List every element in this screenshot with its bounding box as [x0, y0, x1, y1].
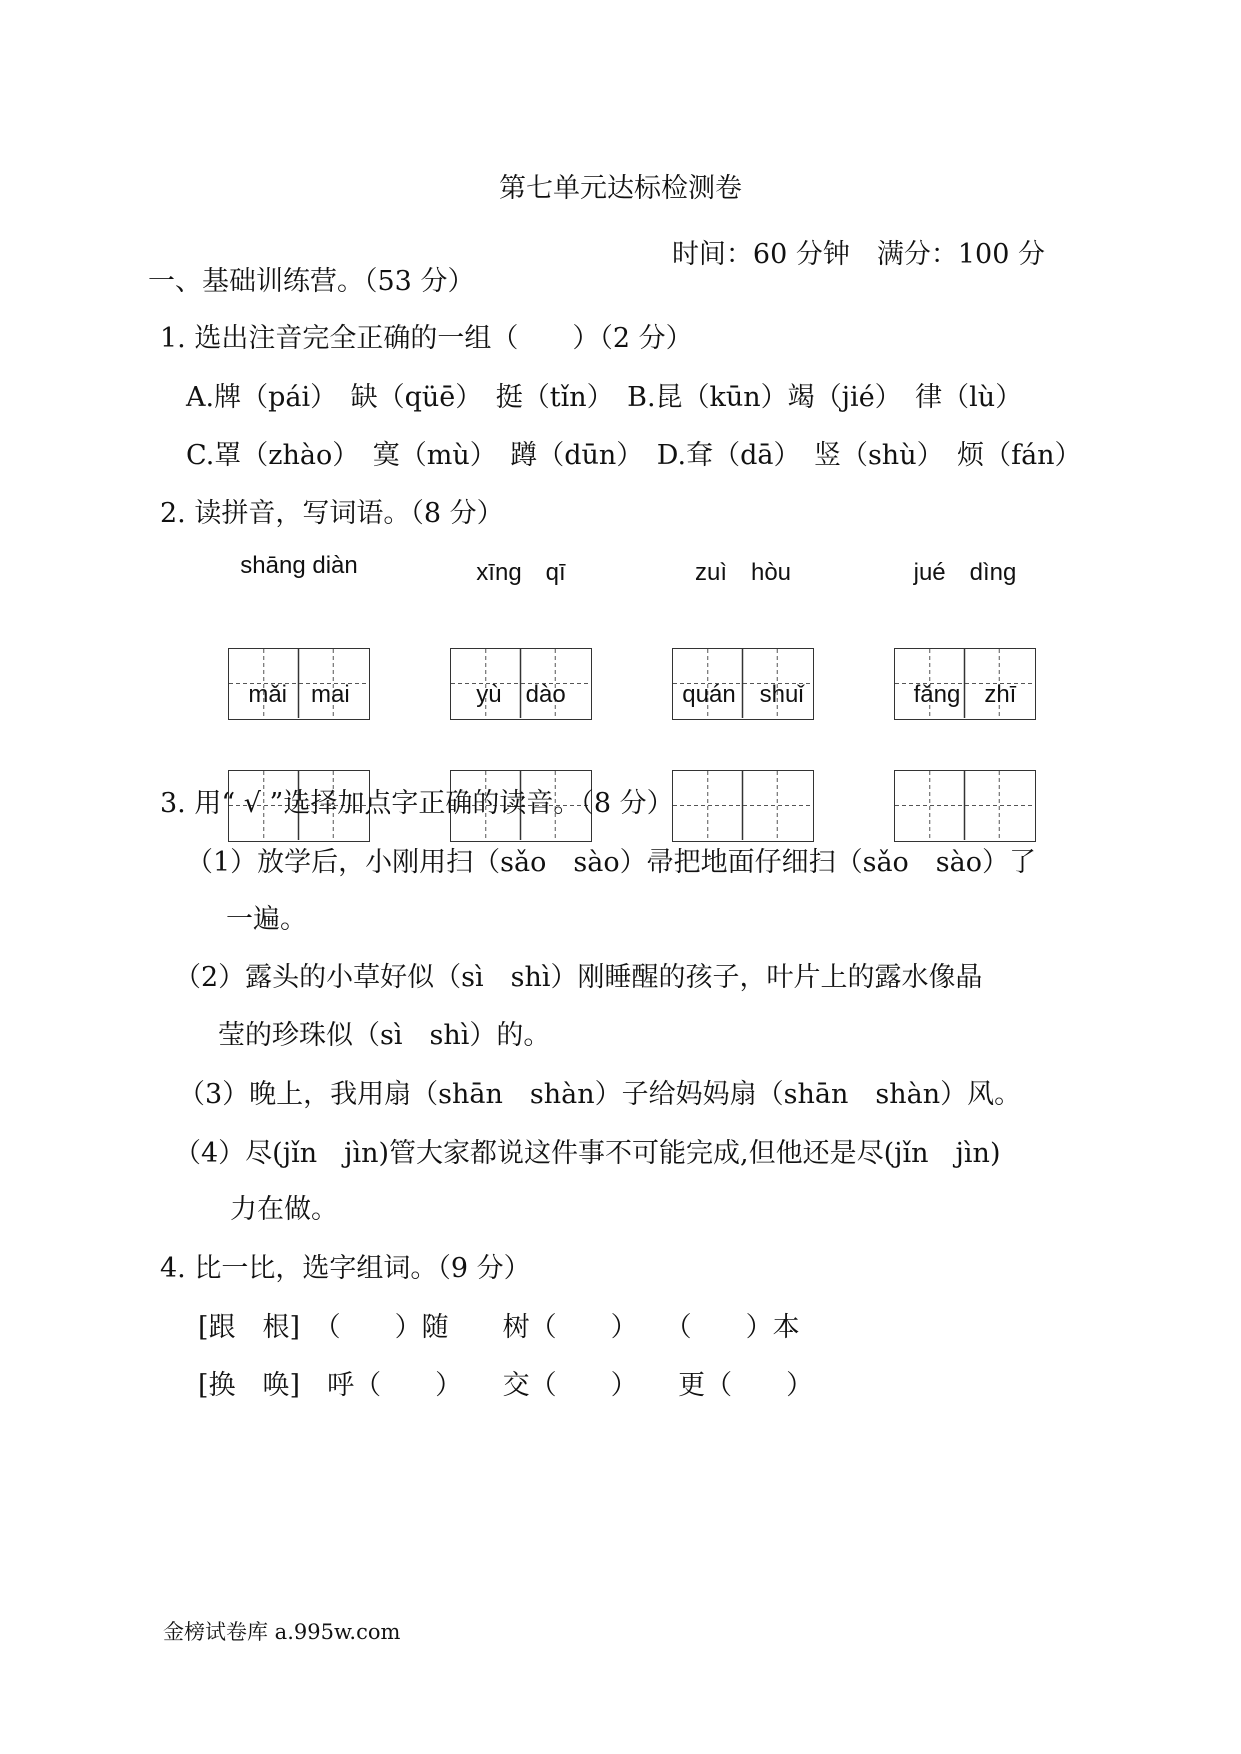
page-title: 第七单元达标检测卷	[499, 173, 742, 204]
exam-meta: 时间：60 分钟 满分：100 分	[671, 239, 1045, 270]
pinyin-label: yù dào	[476, 681, 566, 708]
footer-watermark: 金榜试卷库 a.995w.com	[163, 1620, 401, 1644]
question-3-item-2-cont: 莹的珍珠似（sì shì）的。	[218, 1020, 551, 1051]
question-3-item-1: （1）放学后，小刚用扫（sǎo sào）帚把地面仔细扫（sǎo sào）了	[186, 847, 1037, 878]
question-1-options-row-1: A.牌（pái） 缺（qüē） 挺（tǐn） B.昆（kūn）竭（jié） 律（lù）	[186, 382, 1023, 413]
question-3-item-3: （3）晚上，我用扇（shān shàn）子给妈妈扇（shān shàn）风。	[178, 1079, 1022, 1110]
section-heading: 一、基础训练营。（53 分）	[148, 266, 475, 297]
question-4-row-2: [换 唤] 呼（ ） 交（ ） 更（ ）	[198, 1370, 814, 1401]
question-3-prompt: 3. 用“ √ ”选择加点字正确的读音。（8 分）	[160, 788, 674, 819]
pinyin-label: jué dìng	[913, 559, 1017, 586]
pinyin-label: shāng diàn	[240, 552, 358, 579]
pinyin-label: zuì hòu	[694, 559, 792, 586]
pinyin-label: mǎi mai	[248, 681, 350, 708]
question-1-prompt: 1. 选出注音完全正确的一组（ ）（2 分）	[160, 323, 693, 354]
writing-grid[interactable]	[672, 770, 814, 842]
question-1-options-row-2: C.罩（zhào） 寞（mù） 蹲（dūn） D.耷（dā） 竖（shù） 烦（fán）	[186, 440, 1082, 471]
writing-grid[interactable]	[894, 770, 1036, 842]
question-4-prompt: 4. 比一比，选字组词。（9 分）	[160, 1253, 531, 1284]
question-3-item-4-cont: 力在做。	[230, 1194, 338, 1225]
question-3-item-2: （2）露头的小草好似（sì shì）刚睡醒的孩子，叶片上的露水像晶	[174, 962, 983, 993]
question-3-item-1-cont: 一遍。	[226, 904, 307, 935]
pinyin-label: quán shuǐ	[682, 681, 804, 708]
question-4-row-1: [跟 根] （ ）随 树（ ） （ ）本	[198, 1312, 800, 1343]
pinyin-label: fǎng zhī	[913, 681, 1017, 708]
question-2-prompt: 2. 读拼音，写词语。（8 分）	[160, 498, 504, 529]
question-3-item-4: （4）尽(jǐn jìn)管大家都说这件事不可能完成,但他还是尽(jǐn jìn)	[174, 1138, 1001, 1169]
pinyin-label: xīng qī	[476, 559, 566, 586]
